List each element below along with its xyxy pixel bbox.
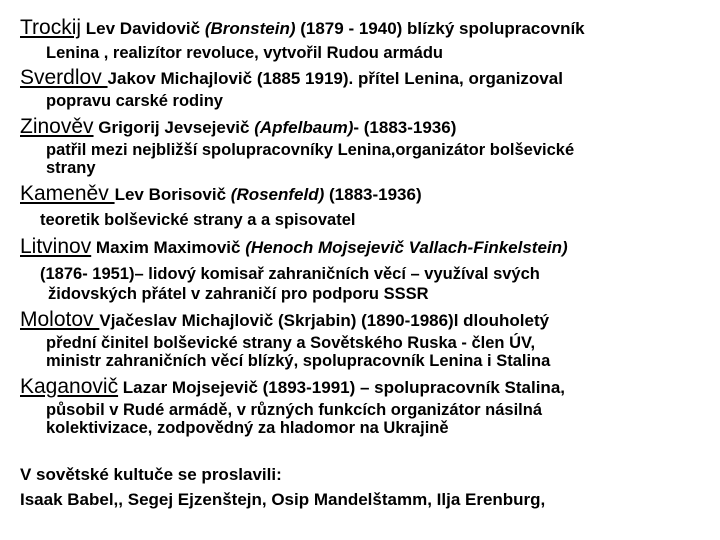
person-birth-name: (Rosenfeld) [230,185,325,204]
footer-names: Isaak Babel,, Segej Ejzenštejn, Osip Mandelštamm, Ilja Erenburg, [20,490,546,509]
entry-kaganovic [20,377,565,398]
person-name: Kaganovič [20,375,119,398]
entry-litvinov [20,237,568,258]
entry-description: přední činitel bolševické strany a Sovětského Ruska - člen ÚV, [46,334,536,352]
entry-trockij [20,18,585,39]
entry-molotov [20,310,549,331]
entry-description: židovských přátel v zahraničí pro podporu SSSR [48,285,429,303]
person-birth-name: (Apfelbaum) [254,118,354,137]
person-name: Litvinov [20,235,92,258]
entry-description: teoretik bolševické strany a a spisovatel [40,211,356,229]
entry-description: popravu carské rodiny [46,92,223,110]
person-details: Maxim Maximovič [91,238,246,257]
person-details: Jakov Michajlovič (1885 1919). přítel Lenina, organizoval [107,69,563,88]
person-name: Zinověv [20,115,94,138]
person-name: Sverdlov [20,66,108,89]
entry-description: patřil mezi nejbližší spolupracovníky Lenina,organizátor bolševické [46,141,575,159]
entry-description: (1876- 1951)– lidový komisař zahraničních věcí – využíval svých [40,265,540,283]
person-details: Lev Davidovič [81,19,205,38]
person-dates: (1883-1936) [324,185,422,204]
footer-heading: V sovětské kultuče se proslavili: [20,465,282,484]
entry-description: Lenina , realizítor revoluce, vytvořil Rudou armádu [46,44,444,62]
person-details: Vjačeslav Michajlovič (Skrjabin) (1890-1986)l dlouholetý [99,311,550,330]
person-dates: - (1883-1936) [353,118,457,137]
person-birth-name: (Bronstein) [204,19,296,38]
person-details: Lev Borisovič [114,185,231,204]
person-name: Kameněv [20,182,115,205]
entry-description: ministr zahraničních věcí blízký, spolupracovník Lenina i Stalina [46,352,551,370]
entry-description: působil v Rudé armádě, v různých funkcích organizátor násilná [46,401,543,419]
person-birth-name: (Henoch Mojsejevič Vallach-Finkelstein) [245,238,568,257]
person-name: Molotov [20,308,100,331]
entry-kamenev [20,184,422,205]
entry-description: kolektivizace, zodpovědný za hladomor na Ukrajině [46,419,449,437]
person-details: Lazar Mojsejevič (1893-1991) – spolupracovník Stalina, [118,378,565,397]
person-details: Grigorij Jevsejevič [93,118,255,137]
entry-description: strany [46,159,96,177]
entry-zinovev [20,117,456,138]
person-name: Trockij [20,16,82,39]
person-dates: (1879 - 1940) blízký spolupracovník [295,19,585,38]
entry-sverdlov [20,68,563,89]
